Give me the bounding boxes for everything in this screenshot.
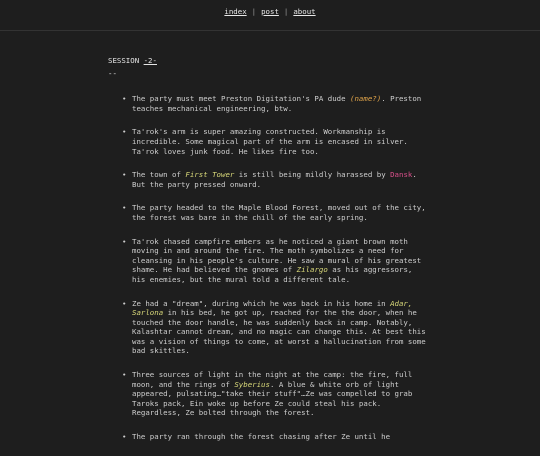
list-item (108, 299, 430, 357)
highlighted-name: Dansk (390, 170, 413, 180)
bullet-icon: • (122, 236, 127, 246)
highlighted-name: First Tower (185, 170, 235, 180)
bullet-icon: • (122, 298, 127, 308)
post-content (108, 56, 430, 456)
list-item (108, 127, 430, 156)
nav-link-post[interactable]: post (261, 7, 279, 16)
session-prefix: SESSION (108, 56, 144, 65)
nav-separator: | (251, 7, 257, 16)
list-item (108, 237, 430, 285)
highlighted-name: Zilargo (296, 265, 328, 275)
note-text: The party ran through the forest chasing after Ze until he (132, 432, 391, 442)
list-item (108, 370, 430, 418)
highlighted-name: (name?) (350, 94, 382, 104)
note-text: Three sources of light in the night at the camp: the fire, full moon, and the rings of (132, 370, 413, 389)
bullet-icon: • (122, 432, 127, 442)
session-divider: -- (108, 68, 117, 78)
bullet-icon: • (122, 370, 127, 380)
session-number: -2- (143, 56, 157, 65)
note-text: The party headed to the Maple Blood Forest, moved out of the city, the forest was bare in the chill of the early spring. (132, 203, 426, 222)
nav-link-index[interactable]: index (224, 7, 247, 16)
list-item (108, 432, 430, 442)
highlighted-name: Syberius (234, 379, 270, 389)
highlighted-name: Adar, Sarlona (132, 298, 413, 318)
note-text: Ze had a "dream", during which he was back in his home in (132, 298, 391, 308)
nav-separator: | (283, 7, 289, 16)
note-text: . Preston teaches mechanical engineering, btw. (132, 94, 422, 113)
note-text: . But the party pressed onward. (132, 170, 417, 189)
note-text: in his bed, he got up, reached for the the door, when he touched the door handle, he was suddenly back in camp. Notably, Kalashtar cannot dream, and no magic can change this. At best this was a vision of things to come, at worst a hallucination from some bad skittles. (132, 308, 426, 356)
bullet-icon: • (122, 127, 127, 137)
bullet-icon: • (122, 203, 127, 213)
bullet-icon: • (122, 94, 127, 104)
list-item (108, 170, 430, 189)
list-item (108, 203, 430, 222)
note-text: as his aggressors, his enemies, but the mural told a different tale. (132, 265, 413, 284)
note-text: Ta'rok's arm is super amazing constructed. Workmanship is incredible. Some magical part of the arm is encased in silver. Ta'rok loves junk food. He likes fire too. (132, 127, 408, 156)
session-notes-list (108, 94, 430, 441)
session-heading (108, 56, 430, 66)
note-text: . A blue & white orb of light appeared, pulsating…"take their stuff"…Ze was compelled to grab Taroks pack, Ein woke up before Ze could steal his pack. Regardless, Ze bolted through the forest. (132, 379, 413, 418)
note-text: The party must meet Preston Digitation's PA dude (132, 94, 351, 104)
list-item (108, 94, 430, 113)
note-text: Ta'rok chased campfire embers as he noticed a giant brown moth moving in and around the fire. The moth symbolizes a need for cleansing in his people's culture. He saw a mural of his greatest shame. He had believed the gnomes of (132, 236, 422, 275)
top-nav (0, 0, 540, 31)
bullet-icon: • (122, 170, 127, 180)
note-text: is still being mildly harassed by (234, 170, 391, 180)
note-text: The town of (132, 170, 186, 180)
nav-link-about[interactable]: about (293, 7, 316, 16)
